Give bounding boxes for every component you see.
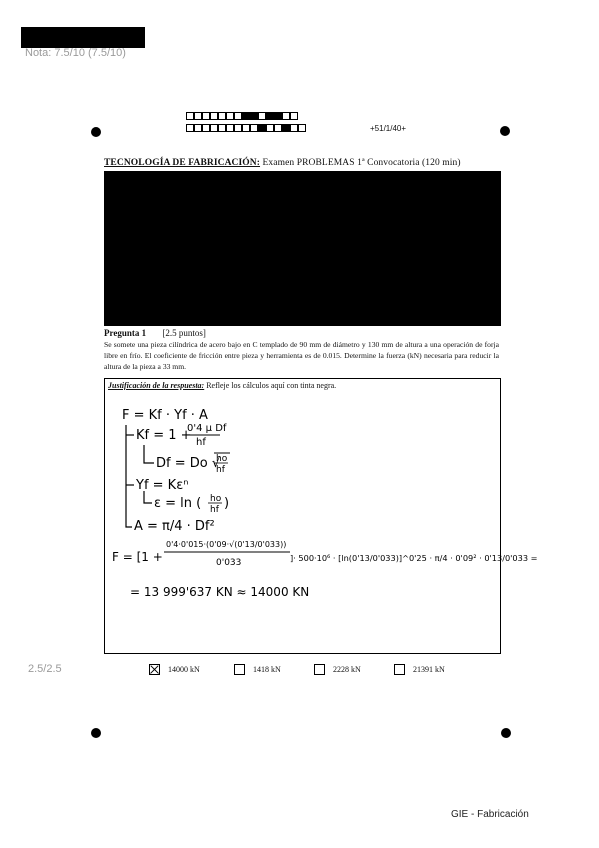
hw-line-5-den: hf xyxy=(210,505,219,515)
handwritten-solution xyxy=(104,395,538,653)
svg-text:): ) xyxy=(224,496,230,511)
option-3[interactable] xyxy=(314,664,361,675)
hw-line-3: Df = Do √ xyxy=(156,456,221,471)
hw-line-2-num: 0'4 μ Df xyxy=(187,423,227,434)
hw-line-7-den: 0'033 xyxy=(216,558,242,568)
hw-line-7: F = [1 + xyxy=(112,550,163,564)
hw-line-8: = 13 999'637 KN ≈ 14000 KN xyxy=(130,585,310,599)
registration-mark-bottom-right xyxy=(501,728,511,738)
answer-label-rest: Refleje los cálculos aquí con tinta negra. xyxy=(206,381,337,390)
question-text: Se somete una pieza cilíndrica de acero bajo en C templado de 90 mm de diámetro y 130 mm de altura a una operación de forja libre en frío. El coeficiente de fricción entre pieza y herramienta es de 0.015. Determine la fuerza (kN) necesaria para reducir la altura de la pieza a 33 mm. xyxy=(104,340,499,371)
hw-line-6: A = π/4 · Df² xyxy=(134,519,215,534)
registration-mark-bottom-left xyxy=(91,728,101,738)
grade-text: Nota: 7.5/10 (7.5/10) xyxy=(25,47,126,59)
exam-code: +51/1/40+ xyxy=(370,124,407,133)
option-2[interactable] xyxy=(234,664,281,675)
option-3-label: 2228 kN xyxy=(333,665,361,674)
hw-line-2: Kf = 1 + xyxy=(136,428,192,443)
option-2-label: 1418 kN xyxy=(253,665,281,674)
exam-title xyxy=(104,158,461,168)
footer-text: GIE - Fabricación xyxy=(451,809,529,820)
hw-line-4: Yf = Kεⁿ xyxy=(136,478,189,493)
option-1-label: 14000 kN xyxy=(168,665,200,674)
option-1[interactable] xyxy=(149,664,200,675)
registration-mark-top-right xyxy=(500,126,510,136)
hw-line-7-rest: ]· 500·10⁶ · [ln(0'13/0'033)]^0'25 · π/4 · 0'09² · 0'13/0'033 = xyxy=(290,553,538,563)
redacted-name xyxy=(21,27,145,48)
id-grid-row-1 xyxy=(186,112,298,120)
answer-label xyxy=(108,381,336,390)
hw-line-5: ε = ln ( xyxy=(154,496,202,511)
checkbox[interactable] xyxy=(314,664,325,675)
hw-line-3-den: hf xyxy=(216,465,225,475)
hw-line-1: F = Kf · Yf · A xyxy=(122,408,208,423)
checkbox-checked[interactable] xyxy=(149,664,160,675)
question-header xyxy=(104,328,206,338)
exam-title-rest: Examen PROBLEMAS 1ª Convocatoria (120 min) xyxy=(262,158,461,168)
hw-line-3-num: ho xyxy=(216,454,228,464)
registration-mark-top-left xyxy=(91,127,101,137)
answer-label-strong: Justificación de la respuesta: xyxy=(108,381,205,390)
hw-line-7-num: 0'4·0'015·(0'09·√(0'13/0'033)) xyxy=(166,540,287,549)
redacted-instructions xyxy=(104,171,501,326)
option-4-label: 21391 kN xyxy=(413,665,445,674)
hw-line-2-den: hf xyxy=(196,437,206,448)
id-grid-row-2 xyxy=(186,124,306,132)
option-4[interactable] xyxy=(394,664,445,675)
question-points: [2.5 puntos] xyxy=(162,328,206,338)
question-score: 2.5/2.5 xyxy=(28,663,62,675)
exam-title-subject: TECNOLOGÍA DE FABRICACIÓN: xyxy=(104,158,261,168)
checkbox[interactable] xyxy=(234,664,245,675)
question-label: Pregunta 1 xyxy=(104,328,147,338)
hw-line-5-num: ho xyxy=(210,494,222,504)
checkbox[interactable] xyxy=(394,664,405,675)
